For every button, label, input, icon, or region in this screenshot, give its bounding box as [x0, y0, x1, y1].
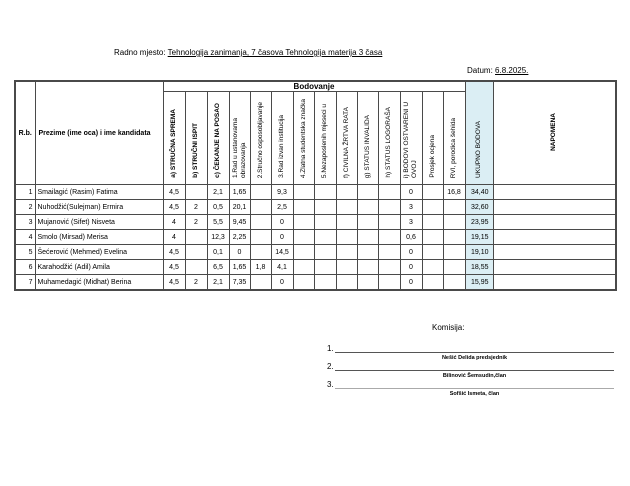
- signature-name: Bilinović Šemsudin,član: [442, 373, 507, 379]
- score-cell: [185, 245, 207, 260]
- candidate-row: [15, 215, 616, 230]
- score-column-label: 4.Zlatna studentska značka: [299, 98, 307, 178]
- score-cell: 4,5: [163, 260, 185, 275]
- score-cell: [250, 215, 271, 230]
- score-cell: [336, 275, 357, 291]
- score-column-label: a) STRUČNA SPREMA: [170, 109, 177, 178]
- total-score: 18,55: [465, 260, 493, 275]
- candidate-name: Šećerović (Mehmed) Evelina: [35, 245, 163, 260]
- score-cell: 0: [400, 260, 422, 275]
- score-cell: [293, 260, 314, 275]
- score-cell: [293, 230, 314, 245]
- candidate-name: Muhamedagić (Midhat) Berina: [35, 275, 163, 291]
- note-cell: [493, 215, 616, 230]
- score-cell: [378, 230, 400, 245]
- score-cell: 0: [400, 185, 422, 200]
- workplace-line: [114, 48, 382, 57]
- row-number: 4: [15, 230, 35, 245]
- score-column-label: f) CIVILNA ŽRTVA RATA: [342, 106, 350, 178]
- score-cell: [314, 215, 336, 230]
- total-score: 34,40: [465, 185, 493, 200]
- score-cell: 4,5: [163, 275, 185, 291]
- score-cell: 9,45: [229, 215, 250, 230]
- score-cell: 0,5: [207, 200, 229, 215]
- score-cell: 2,25: [229, 230, 250, 245]
- signature-name: Sofšić Ismeta, član: [449, 391, 500, 397]
- score-cell: [422, 275, 443, 291]
- score-cell: [336, 215, 357, 230]
- score-cell: [250, 200, 271, 215]
- candidate-name: Smolo (Mirsad) Merisa: [35, 230, 163, 245]
- workplace-value: Tehnologija zanimanja, 7 časova Tehnologija materija 3 časa: [167, 48, 383, 57]
- score-cell: [422, 200, 443, 215]
- score-cell: [250, 185, 271, 200]
- score-column-header: [357, 92, 378, 185]
- score-cell: 2,1: [207, 275, 229, 291]
- score-cell: 9,3: [271, 185, 293, 200]
- score-cell: [422, 230, 443, 245]
- total-score: 23,95: [465, 215, 493, 230]
- score-cell: 0: [271, 275, 293, 291]
- score-column-label: b) STRUČNI ISPIT: [192, 123, 199, 178]
- score-cell: [378, 260, 400, 275]
- score-cell: [314, 185, 336, 200]
- score-cell: [293, 185, 314, 200]
- score-cell: 2,5: [271, 200, 293, 215]
- score-cell: [357, 275, 378, 291]
- score-cell: [314, 260, 336, 275]
- score-cell: 7,35: [229, 275, 250, 291]
- candidate-name: Karahodžić (Adil) Amila: [35, 260, 163, 275]
- row-number: 7: [15, 275, 35, 291]
- score-cell: [336, 200, 357, 215]
- score-cell: [443, 200, 465, 215]
- row-number: 3: [15, 215, 35, 230]
- signature-name: Nešić Delida predsjednik: [441, 355, 508, 361]
- signature-line: [335, 388, 614, 389]
- name-header: Prezime (ime oca) i ime kandidata: [35, 81, 163, 185]
- score-cell: 4,5: [163, 245, 185, 260]
- score-cell: 2: [185, 200, 207, 215]
- note-cell: [493, 200, 616, 215]
- score-cell: 4,5: [163, 185, 185, 200]
- note-header-label: NAPOMENA: [550, 113, 558, 151]
- score-cell: [357, 260, 378, 275]
- score-cell: [250, 230, 271, 245]
- candidate-name: Nuhodžić(Sulejman) Ermira: [35, 200, 163, 215]
- score-cell: 6,5: [207, 260, 229, 275]
- score-column-label: 2.Stručno osposobljavanje: [256, 101, 264, 178]
- candidate-row: [15, 200, 616, 215]
- score-cell: [357, 185, 378, 200]
- score-cell: [336, 245, 357, 260]
- candidate-row: [15, 275, 616, 291]
- bodovanje-header: Bodovanje: [163, 81, 465, 92]
- total-score: 15,95: [465, 275, 493, 291]
- score-column-header: [250, 92, 271, 185]
- score-cell: [378, 185, 400, 200]
- score-cell: [314, 245, 336, 260]
- candidate-row: [15, 245, 616, 260]
- score-cell: [378, 215, 400, 230]
- score-column-header: [229, 92, 250, 185]
- score-column-header: [185, 92, 207, 185]
- score-cell: [422, 185, 443, 200]
- signature-line: [335, 370, 614, 371]
- date-label: Datum:: [467, 66, 493, 75]
- candidate-row: [15, 230, 616, 245]
- row-number: 1: [15, 185, 35, 200]
- score-cell: 14,5: [271, 245, 293, 260]
- score-cell: 12,3: [207, 230, 229, 245]
- score-cell: 0: [271, 215, 293, 230]
- score-cell: [422, 260, 443, 275]
- score-cell: [357, 245, 378, 260]
- score-cell: 0: [400, 245, 422, 260]
- note-cell: [493, 185, 616, 200]
- row-number: 2: [15, 200, 35, 215]
- total-score: 32,60: [465, 200, 493, 215]
- candidate-row: [15, 185, 616, 200]
- total-header: [465, 81, 493, 185]
- score-column-header: [293, 92, 314, 185]
- candidate-row: [15, 260, 616, 275]
- total-header-label: UKUPNO BODOVA: [475, 121, 482, 178]
- score-cell: [314, 275, 336, 291]
- candidates-table: [14, 80, 617, 291]
- score-cell: 4,1: [271, 260, 293, 275]
- total-score: 19,15: [465, 230, 493, 245]
- score-cell: 4: [163, 215, 185, 230]
- score-column-header: [163, 92, 185, 185]
- score-cell: [443, 230, 465, 245]
- score-cell: [443, 260, 465, 275]
- score-cell: [336, 185, 357, 200]
- score-column-label: g) STATUS INVALIDA: [363, 114, 371, 178]
- score-column-label: RVI, porodica šehida: [450, 117, 457, 178]
- score-cell: [443, 245, 465, 260]
- signature-number: 3.: [327, 380, 334, 389]
- score-cell: 0: [400, 275, 422, 291]
- total-score: 19,10: [465, 245, 493, 260]
- candidate-name: Mujanović (Sifet) Nisveta: [35, 215, 163, 230]
- score-cell: 0,6: [400, 230, 422, 245]
- score-cell: [422, 245, 443, 260]
- note-cell: [493, 275, 616, 291]
- score-cell: [293, 200, 314, 215]
- score-cell: [378, 245, 400, 260]
- score-cell: 3: [400, 215, 422, 230]
- score-cell: 2: [185, 275, 207, 291]
- score-column-label: 5.Nezaposlenih mjeseci u: [321, 103, 328, 178]
- score-cell: [293, 275, 314, 291]
- score-cell: [314, 200, 336, 215]
- score-column-header: [207, 92, 229, 185]
- workplace-label: Radno mjesto:: [114, 48, 166, 57]
- score-column-header: [378, 92, 400, 185]
- score-cell: [357, 230, 378, 245]
- score-column-label: 3.Rad izvan institucija: [278, 115, 285, 178]
- score-column-label: h) STATUS LOGORAŠA: [385, 107, 392, 178]
- score-cell: [293, 215, 314, 230]
- signature-number: 1.: [327, 344, 334, 353]
- score-column-header: [314, 92, 336, 185]
- score-column-header: [271, 92, 293, 185]
- score-cell: 0: [271, 230, 293, 245]
- score-cell: 16,8: [443, 185, 465, 200]
- score-cell: 1,8: [250, 260, 271, 275]
- candidate-name: Smailagić (Rasim) Fatima: [35, 185, 163, 200]
- signature-line: [335, 352, 614, 353]
- score-cell: 4: [163, 230, 185, 245]
- score-cell: [293, 245, 314, 260]
- score-cell: 5,5: [207, 215, 229, 230]
- note-cell: [493, 230, 616, 245]
- score-cell: [378, 275, 400, 291]
- score-cell: [336, 230, 357, 245]
- score-cell: 0,1: [207, 245, 229, 260]
- score-cell: 2: [185, 215, 207, 230]
- signature-number: 2.: [327, 362, 334, 371]
- note-header: [493, 81, 616, 185]
- row-number: 6: [15, 260, 35, 275]
- score-cell: [314, 230, 336, 245]
- score-column-label: i) BODOVI OSTVARENI U OVOJ: [403, 101, 418, 178]
- score-column-label: Prosjek ocjena: [428, 135, 436, 178]
- score-column-header: [422, 92, 443, 185]
- score-cell: 2,1: [207, 185, 229, 200]
- note-cell: [493, 260, 616, 275]
- score-cell: [357, 200, 378, 215]
- score-cell: [357, 215, 378, 230]
- score-cell: [250, 245, 271, 260]
- score-cell: 1,65: [229, 185, 250, 200]
- score-cell: 20,1: [229, 200, 250, 215]
- score-cell: [250, 275, 271, 291]
- score-cell: [443, 215, 465, 230]
- score-cell: [185, 230, 207, 245]
- score-cell: [378, 200, 400, 215]
- score-cell: [422, 215, 443, 230]
- score-cell: 3: [400, 200, 422, 215]
- score-cell: 0: [229, 245, 250, 260]
- score-cell: 1,65: [229, 260, 250, 275]
- score-cell: [443, 275, 465, 291]
- score-column-header: [443, 92, 465, 185]
- rb-header: R.b.: [15, 81, 35, 185]
- score-cell: [185, 260, 207, 275]
- score-cell: 4,5: [163, 200, 185, 215]
- score-column-header: [400, 92, 422, 185]
- score-column-label: 1.Rad u ustanovama obrazovanja: [231, 118, 247, 178]
- date-value: 6.8.2025.: [495, 66, 529, 75]
- score-column-header: [336, 92, 357, 185]
- note-cell: [493, 245, 616, 260]
- date-line: [467, 66, 528, 75]
- commission-title: Komisija:: [432, 323, 465, 332]
- score-cell: [185, 185, 207, 200]
- score-column-label: c) ČEKANJE NA POSAO: [214, 103, 221, 178]
- row-number: 5: [15, 245, 35, 260]
- score-cell: [336, 260, 357, 275]
